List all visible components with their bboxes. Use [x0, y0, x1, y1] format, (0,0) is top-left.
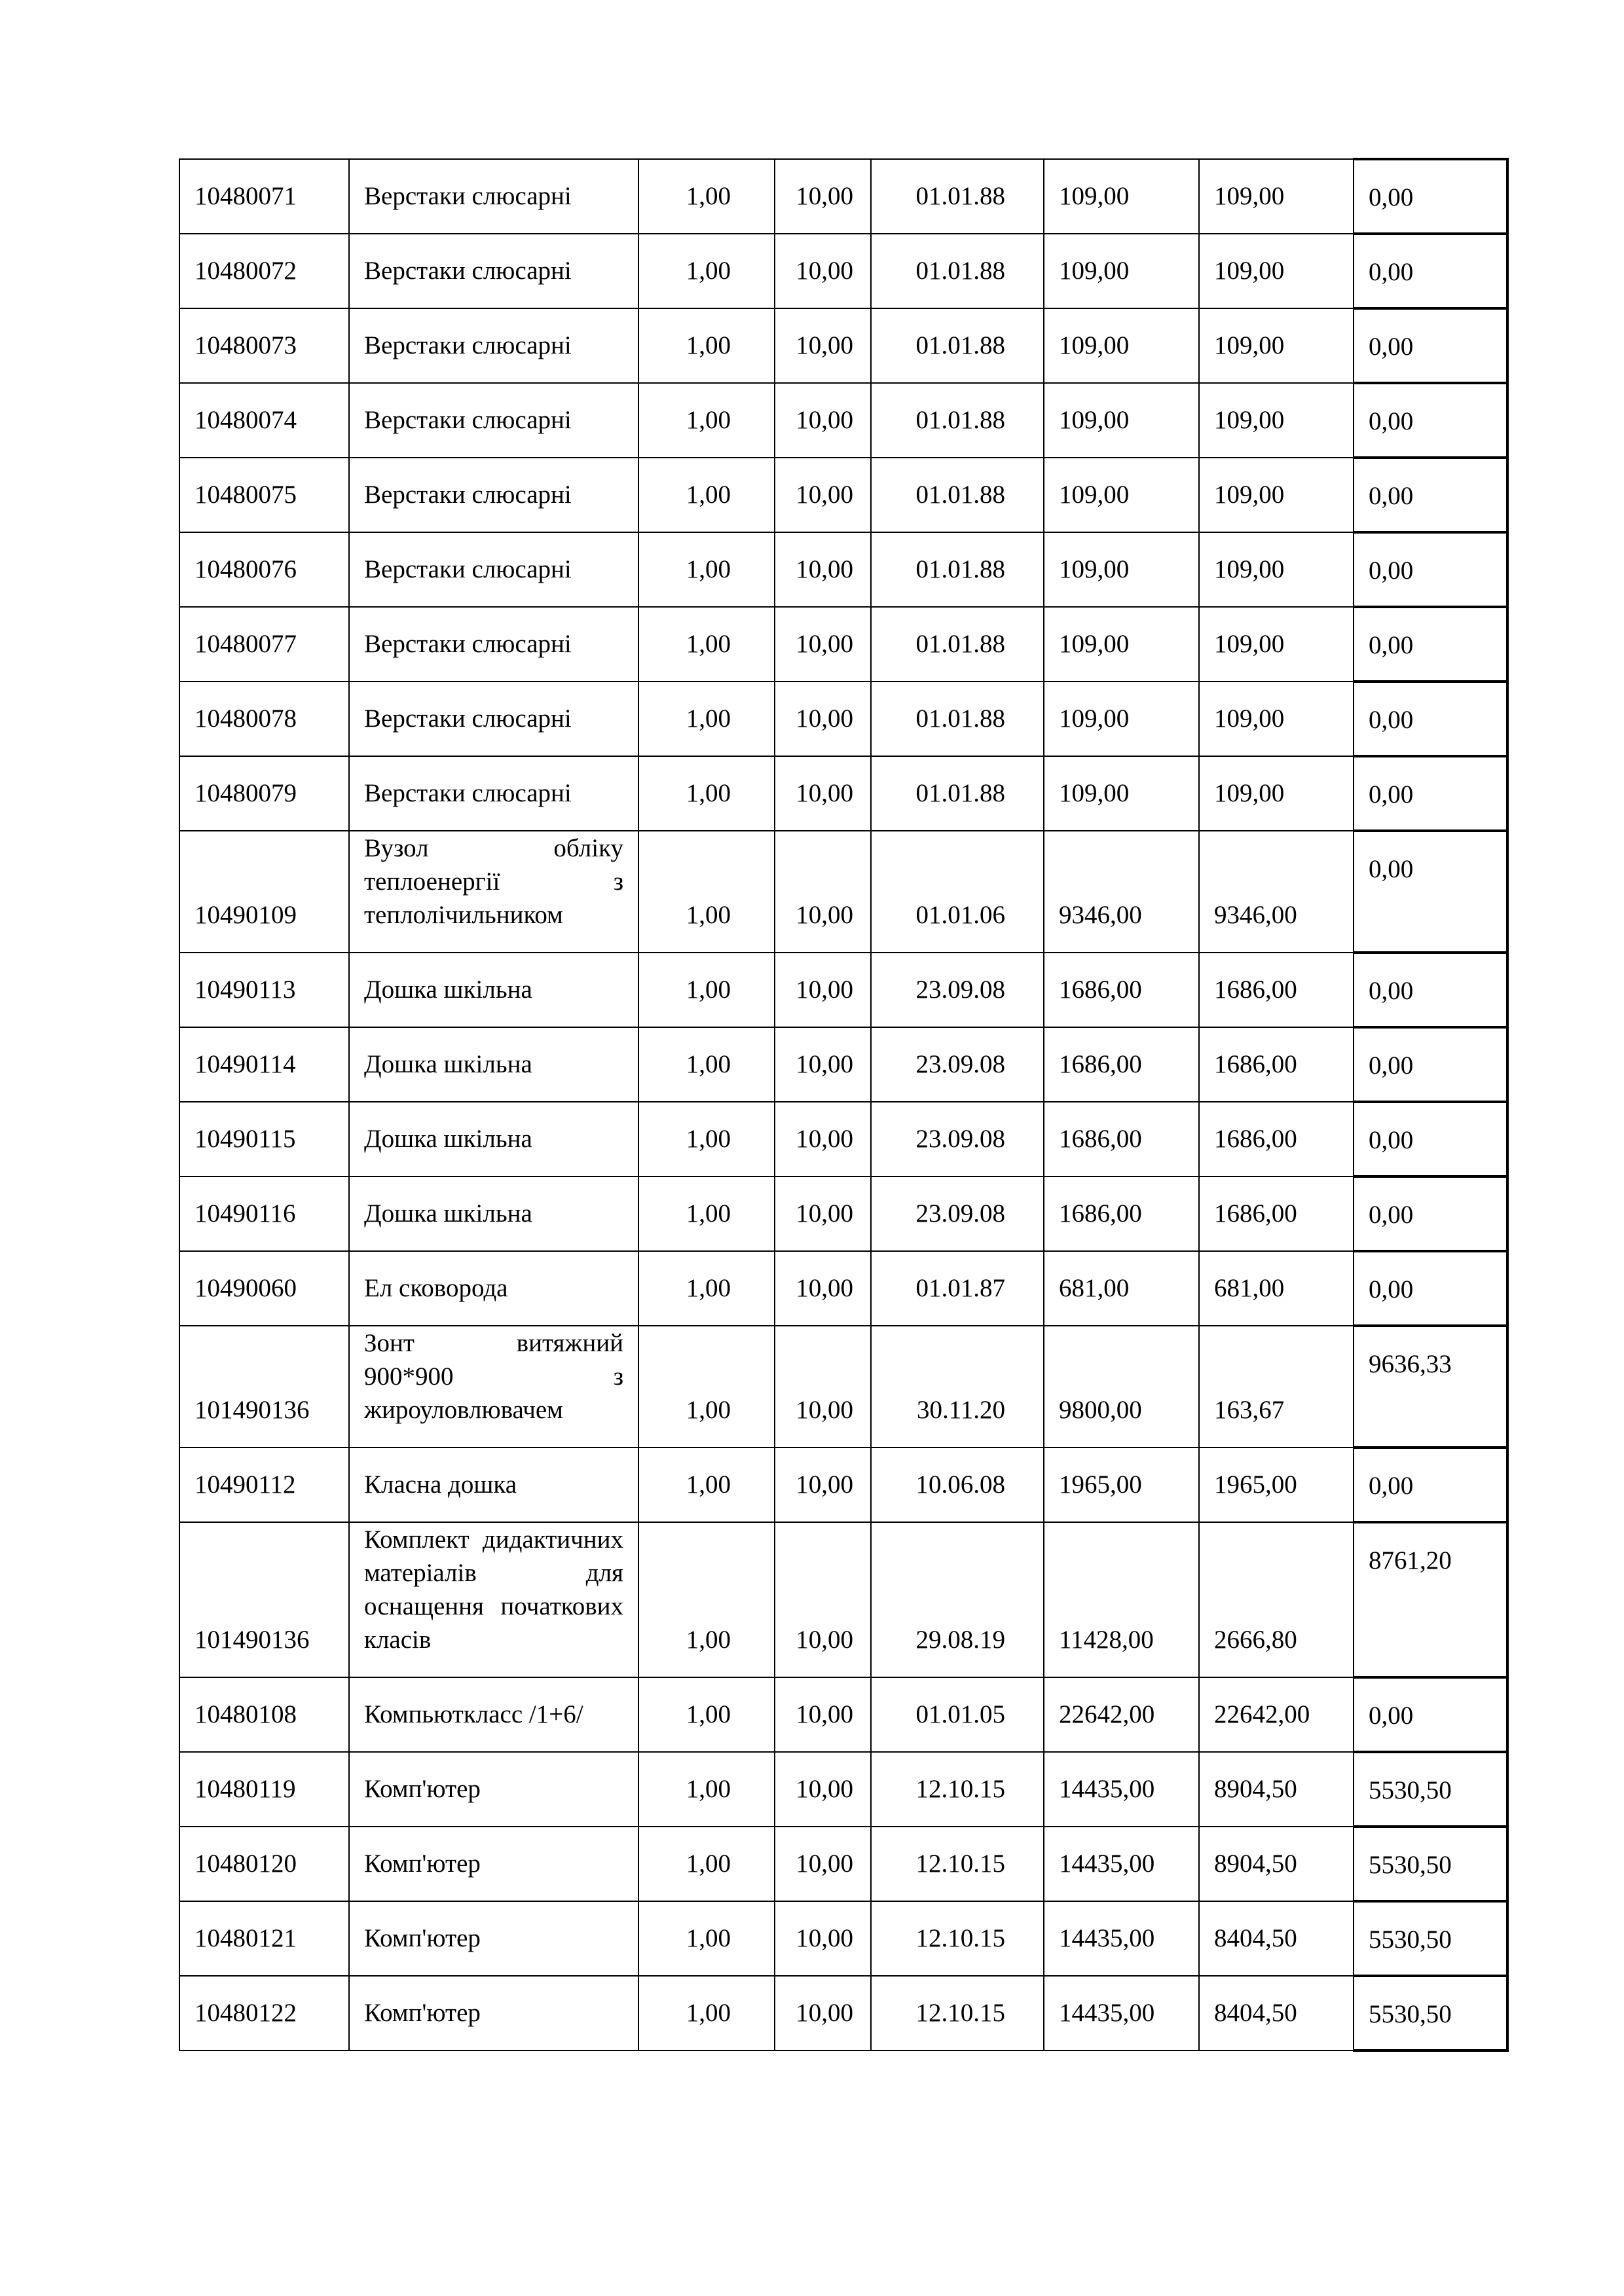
inventory-number-cell: 10480077 — [179, 607, 349, 682]
depreciation-cell: 22642,00 — [1199, 1677, 1354, 1752]
initial-cost-cell: 109,00 — [1044, 682, 1199, 756]
date-cell: 01.01.88 — [871, 159, 1044, 234]
rate-cell: 10,00 — [775, 1827, 871, 1901]
date-cell: 23.09.08 — [871, 1176, 1044, 1251]
table-row — [179, 308, 1507, 383]
depreciation-cell: 109,00 — [1199, 458, 1354, 532]
inventory-number-cell: 101490136 — [179, 1522, 349, 1677]
residual-value-cell: 0,00 — [1354, 953, 1507, 1027]
initial-cost-cell: 1965,00 — [1044, 1448, 1199, 1522]
asset-name-cell: Верстаки слюсарні — [349, 159, 638, 234]
residual-value-cell: 0,00 — [1354, 1027, 1507, 1102]
initial-cost-cell: 109,00 — [1044, 607, 1199, 682]
depreciation-cell: 109,00 — [1199, 607, 1354, 682]
asset-name-cell: Дошка шкільна — [349, 1176, 638, 1251]
depreciation-cell: 109,00 — [1199, 682, 1354, 756]
asset-name-cell: Дошка шкільна — [349, 953, 638, 1027]
date-cell: 01.01.88 — [871, 756, 1044, 831]
quantity-cell: 1,00 — [638, 953, 775, 1027]
asset-name-cell: Комп'ютер — [349, 1976, 638, 2050]
rate-cell: 10,00 — [775, 458, 871, 532]
depreciation-cell: 2666,80 — [1199, 1522, 1354, 1677]
quantity-cell: 1,00 — [638, 1901, 775, 1976]
table-row — [179, 1027, 1507, 1102]
inventory-number-cell: 10490115 — [179, 1102, 349, 1176]
date-cell: 23.09.08 — [871, 1027, 1044, 1102]
depreciation-cell: 163,67 — [1199, 1326, 1354, 1448]
residual-value-cell: 5530,50 — [1354, 1901, 1507, 1976]
date-cell: 01.01.88 — [871, 383, 1044, 458]
quantity-cell: 1,00 — [638, 1827, 775, 1901]
inventory-number-cell: 10480071 — [179, 159, 349, 234]
initial-cost-cell: 9346,00 — [1044, 831, 1199, 953]
asset-name-cell: Комп'ютер — [349, 1901, 638, 1976]
quantity-cell: 1,00 — [638, 308, 775, 383]
residual-value-cell: 0,00 — [1354, 159, 1507, 234]
residual-value-cell: 0,00 — [1354, 234, 1507, 308]
depreciation-cell: 109,00 — [1199, 159, 1354, 234]
depreciation-cell: 8404,50 — [1199, 1901, 1354, 1976]
initial-cost-cell: 14435,00 — [1044, 1827, 1199, 1901]
rate-cell: 10,00 — [775, 308, 871, 383]
table-row — [179, 159, 1507, 234]
quantity-cell: 1,00 — [638, 1448, 775, 1522]
rate-cell: 10,00 — [775, 1027, 871, 1102]
rate-cell: 10,00 — [775, 831, 871, 953]
rate-cell: 10,00 — [775, 234, 871, 308]
depreciation-cell: 109,00 — [1199, 308, 1354, 383]
residual-value-cell: 0,00 — [1354, 1176, 1507, 1251]
depreciation-cell: 681,00 — [1199, 1251, 1354, 1326]
quantity-cell: 1,00 — [638, 532, 775, 607]
residual-value-cell: 0,00 — [1354, 308, 1507, 383]
initial-cost-cell: 14435,00 — [1044, 1752, 1199, 1827]
table-row — [179, 1976, 1507, 2050]
quantity-cell: 1,00 — [638, 458, 775, 532]
residual-value-cell: 8761,20 — [1354, 1522, 1507, 1677]
quantity-cell: 1,00 — [638, 1176, 775, 1251]
residual-value-cell: 5530,50 — [1354, 1827, 1507, 1901]
date-cell: 01.01.88 — [871, 607, 1044, 682]
asset-name-cell: Комплект дидактичних матеріалів для оснащення початкових класів — [349, 1522, 638, 1677]
initial-cost-cell: 1686,00 — [1044, 1176, 1199, 1251]
table-row — [179, 1251, 1507, 1326]
inventory-number-cell: 10490116 — [179, 1176, 349, 1251]
asset-name-cell: Ел сковорода — [349, 1251, 638, 1326]
quantity-cell: 1,00 — [638, 1326, 775, 1448]
rate-cell: 10,00 — [775, 1752, 871, 1827]
asset-name-cell: Класна дошка — [349, 1448, 638, 1522]
table-row — [179, 607, 1507, 682]
table-row — [179, 1522, 1507, 1677]
asset-table — [179, 158, 1509, 2052]
date-cell: 01.01.88 — [871, 682, 1044, 756]
quantity-cell: 1,00 — [638, 1677, 775, 1752]
asset-name-cell: Верстаки слюсарні — [349, 532, 638, 607]
rate-cell: 10,00 — [775, 1251, 871, 1326]
depreciation-cell: 1686,00 — [1199, 1176, 1354, 1251]
date-cell: 01.01.88 — [871, 458, 1044, 532]
residual-value-cell: 0,00 — [1354, 1251, 1507, 1326]
initial-cost-cell: 1686,00 — [1044, 953, 1199, 1027]
residual-value-cell: 0,00 — [1354, 458, 1507, 532]
table-row — [179, 234, 1507, 308]
rate-cell: 10,00 — [775, 1102, 871, 1176]
depreciation-cell: 1686,00 — [1199, 953, 1354, 1027]
table-row — [179, 1752, 1507, 1827]
depreciation-cell: 1686,00 — [1199, 1102, 1354, 1176]
initial-cost-cell: 109,00 — [1044, 532, 1199, 607]
depreciation-cell: 109,00 — [1199, 383, 1354, 458]
rate-cell: 10,00 — [775, 1326, 871, 1448]
inventory-number-cell: 10490114 — [179, 1027, 349, 1102]
quantity-cell: 1,00 — [638, 607, 775, 682]
initial-cost-cell: 9800,00 — [1044, 1326, 1199, 1448]
rate-cell: 10,00 — [775, 1176, 871, 1251]
depreciation-cell: 109,00 — [1199, 756, 1354, 831]
depreciation-cell: 109,00 — [1199, 234, 1354, 308]
inventory-number-cell: 10480079 — [179, 756, 349, 831]
inventory-number-cell: 10480108 — [179, 1677, 349, 1752]
quantity-cell: 1,00 — [638, 1251, 775, 1326]
inventory-number-cell: 10490112 — [179, 1448, 349, 1522]
quantity-cell: 1,00 — [638, 682, 775, 756]
table-row — [179, 1176, 1507, 1251]
date-cell: 12.10.15 — [871, 1827, 1044, 1901]
asset-name-cell: Верстаки слюсарні — [349, 234, 638, 308]
asset-name-cell: Комп'ютер — [349, 1827, 638, 1901]
depreciation-cell: 9346,00 — [1199, 831, 1354, 953]
rate-cell: 10,00 — [775, 1901, 871, 1976]
quantity-cell: 1,00 — [638, 1102, 775, 1176]
asset-name-cell: Вузол обліку теплоенергії з теплолічильником — [349, 831, 638, 953]
depreciation-cell: 8404,50 — [1199, 1976, 1354, 2050]
inventory-number-cell: 10480119 — [179, 1752, 349, 1827]
residual-value-cell: 5530,50 — [1354, 1752, 1507, 1827]
rate-cell: 10,00 — [775, 1522, 871, 1677]
date-cell: 01.01.87 — [871, 1251, 1044, 1326]
inventory-number-cell: 10490109 — [179, 831, 349, 953]
table-row — [179, 383, 1507, 458]
quantity-cell: 1,00 — [638, 1522, 775, 1677]
residual-value-cell: 0,00 — [1354, 1102, 1507, 1176]
table-row — [179, 682, 1507, 756]
quantity-cell: 1,00 — [638, 159, 775, 234]
inventory-number-cell: 10480122 — [179, 1976, 349, 2050]
date-cell: 01.01.88 — [871, 308, 1044, 383]
date-cell: 12.10.15 — [871, 1901, 1044, 1976]
residual-value-cell: 0,00 — [1354, 831, 1507, 953]
date-cell: 01.01.88 — [871, 532, 1044, 607]
table-row — [179, 1448, 1507, 1522]
initial-cost-cell: 1686,00 — [1044, 1102, 1199, 1176]
depreciation-cell: 1965,00 — [1199, 1448, 1354, 1522]
asset-name-cell: Верстаки слюсарні — [349, 458, 638, 532]
quantity-cell: 1,00 — [638, 1027, 775, 1102]
inventory-number-cell: 10480072 — [179, 234, 349, 308]
rate-cell: 10,00 — [775, 383, 871, 458]
date-cell: 23.09.08 — [871, 953, 1044, 1027]
inventory-number-cell: 10490060 — [179, 1251, 349, 1326]
asset-name-cell: Зонт витяжний 900*900 з жироуловлювачем — [349, 1326, 638, 1448]
inventory-number-cell: 10480076 — [179, 532, 349, 607]
depreciation-cell: 8904,50 — [1199, 1752, 1354, 1827]
table-row — [179, 458, 1507, 532]
residual-value-cell: 0,00 — [1354, 607, 1507, 682]
table-row — [179, 532, 1507, 607]
rate-cell: 10,00 — [775, 1976, 871, 2050]
depreciation-cell: 8904,50 — [1199, 1827, 1354, 1901]
residual-value-cell: 0,00 — [1354, 1677, 1507, 1752]
residual-value-cell: 5530,50 — [1354, 1976, 1507, 2050]
asset-name-cell: Верстаки слюсарні — [349, 756, 638, 831]
date-cell: 10.06.08 — [871, 1448, 1044, 1522]
rate-cell: 10,00 — [775, 682, 871, 756]
quantity-cell: 1,00 — [638, 1976, 775, 2050]
date-cell: 30.11.20 — [871, 1326, 1044, 1448]
asset-name-cell: Верстаки слюсарні — [349, 607, 638, 682]
table-row — [179, 756, 1507, 831]
inventory-number-cell: 10480120 — [179, 1827, 349, 1901]
rate-cell: 10,00 — [775, 953, 871, 1027]
table-row — [179, 1102, 1507, 1176]
asset-name-cell: Комп'ютер — [349, 1752, 638, 1827]
table-row — [179, 953, 1507, 1027]
residual-value-cell: 0,00 — [1354, 756, 1507, 831]
quantity-cell: 1,00 — [638, 1752, 775, 1827]
depreciation-cell: 109,00 — [1199, 532, 1354, 607]
residual-value-cell: 9636,33 — [1354, 1326, 1507, 1448]
quantity-cell: 1,00 — [638, 234, 775, 308]
rate-cell: 10,00 — [775, 1448, 871, 1522]
initial-cost-cell: 14435,00 — [1044, 1901, 1199, 1976]
initial-cost-cell: 22642,00 — [1044, 1677, 1199, 1752]
asset-name-cell: Верстаки слюсарні — [349, 682, 638, 756]
rate-cell: 10,00 — [775, 532, 871, 607]
inventory-number-cell: 10480075 — [179, 458, 349, 532]
asset-name-cell: Верстаки слюсарні — [349, 383, 638, 458]
quantity-cell: 1,00 — [638, 383, 775, 458]
date-cell: 29.08.19 — [871, 1522, 1044, 1677]
rate-cell: 10,00 — [775, 756, 871, 831]
date-cell: 23.09.08 — [871, 1102, 1044, 1176]
initial-cost-cell: 1686,00 — [1044, 1027, 1199, 1102]
table-row — [179, 1326, 1507, 1448]
initial-cost-cell: 11428,00 — [1044, 1522, 1199, 1677]
rate-cell: 10,00 — [775, 159, 871, 234]
residual-value-cell: 0,00 — [1354, 532, 1507, 607]
inventory-number-cell: 10480121 — [179, 1901, 349, 1976]
table-row — [179, 831, 1507, 953]
quantity-cell: 1,00 — [638, 831, 775, 953]
asset-name-cell: Дошка шкільна — [349, 1102, 638, 1176]
date-cell: 01.01.88 — [871, 234, 1044, 308]
inventory-number-cell: 10480078 — [179, 682, 349, 756]
asset-name-cell: Дошка шкільна — [349, 1027, 638, 1102]
initial-cost-cell: 109,00 — [1044, 159, 1199, 234]
rate-cell: 10,00 — [775, 607, 871, 682]
initial-cost-cell: 14435,00 — [1044, 1976, 1199, 2050]
residual-value-cell: 0,00 — [1354, 1448, 1507, 1522]
asset-table-body — [179, 159, 1507, 2050]
rate-cell: 10,00 — [775, 1677, 871, 1752]
quantity-cell: 1,00 — [638, 756, 775, 831]
inventory-number-cell: 10480073 — [179, 308, 349, 383]
date-cell: 01.01.05 — [871, 1677, 1044, 1752]
asset-name-cell: Компьюткласс /1+6/ — [349, 1677, 638, 1752]
table-row — [179, 1827, 1507, 1901]
residual-value-cell: 0,00 — [1354, 682, 1507, 756]
inventory-number-cell: 10480074 — [179, 383, 349, 458]
inventory-number-cell: 10490113 — [179, 953, 349, 1027]
asset-name-cell: Верстаки слюсарні — [349, 308, 638, 383]
initial-cost-cell: 681,00 — [1044, 1251, 1199, 1326]
depreciation-cell: 1686,00 — [1199, 1027, 1354, 1102]
initial-cost-cell: 109,00 — [1044, 308, 1199, 383]
date-cell: 12.10.15 — [871, 1752, 1044, 1827]
residual-value-cell: 0,00 — [1354, 383, 1507, 458]
inventory-number-cell: 101490136 — [179, 1326, 349, 1448]
initial-cost-cell: 109,00 — [1044, 756, 1199, 831]
table-row — [179, 1677, 1507, 1752]
date-cell: 12.10.15 — [871, 1976, 1044, 2050]
initial-cost-cell: 109,00 — [1044, 458, 1199, 532]
date-cell: 01.01.06 — [871, 831, 1044, 953]
table-row — [179, 1901, 1507, 1976]
initial-cost-cell: 109,00 — [1044, 383, 1199, 458]
initial-cost-cell: 109,00 — [1044, 234, 1199, 308]
